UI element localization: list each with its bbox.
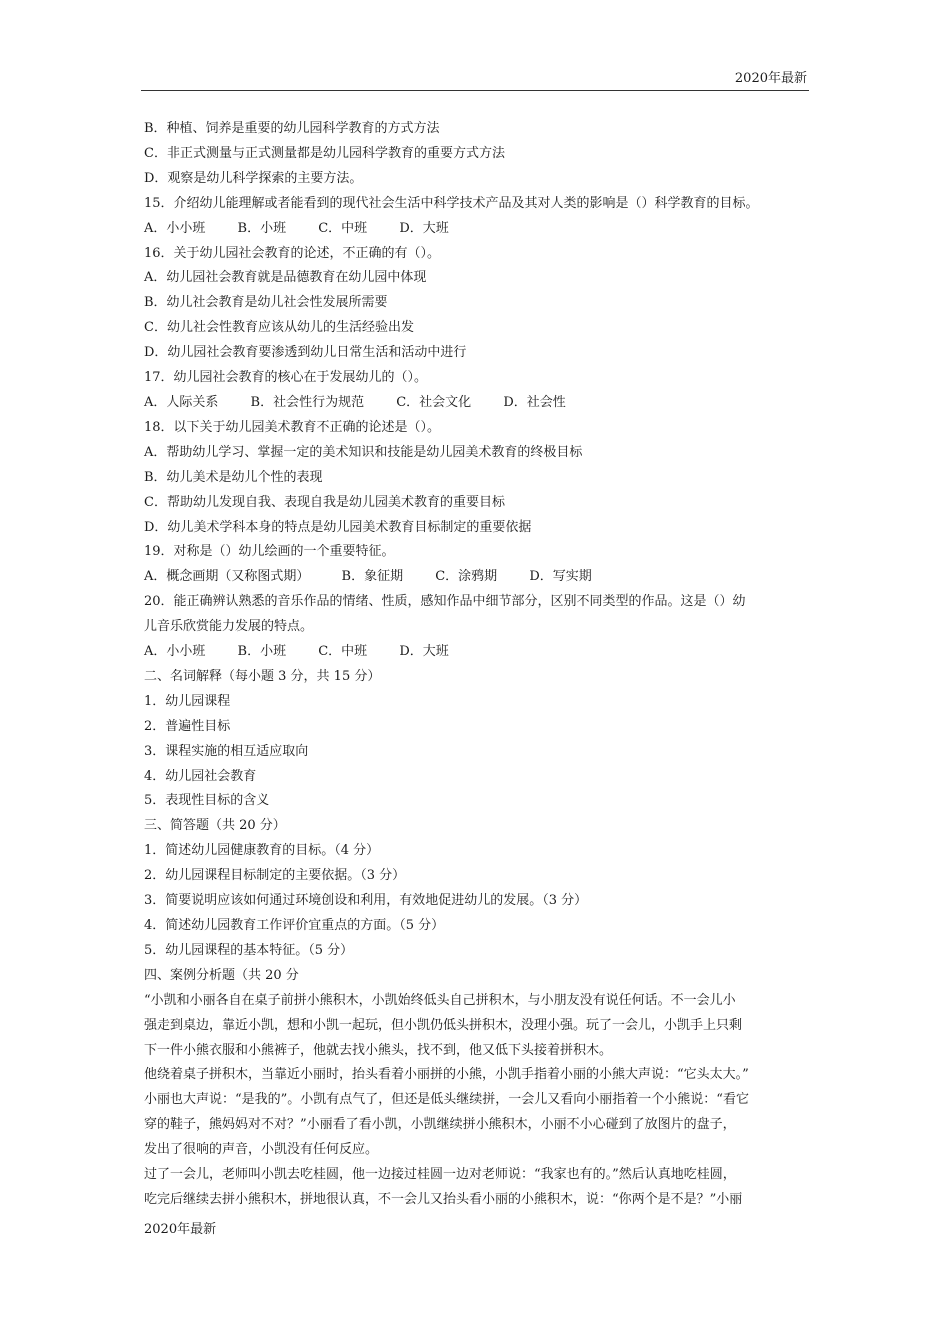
case-para-3-line-2: 吃完后继续去拼小熊积木，拼地很认真，不一会儿又抬头看小丽的小熊积木，说：“你两个是不是？”小丽: [144, 1191, 743, 1207]
q15-option-b: B．小班: [237, 220, 287, 236]
q17-options: [144, 391, 810, 416]
q16-stem: 16．关于幼儿园社会教育的论述，不正确的有（）。: [144, 245, 441, 261]
document-body: [144, 117, 810, 1213]
q17-option-a: A．人际关系: [144, 394, 219, 410]
section-3-item-5: 5．幼儿园课程的基本特征。（5 分）: [144, 942, 354, 958]
q20-stem-line-2: 儿音乐欣赏能力发展的特点。: [144, 619, 314, 635]
case-para-1-line-2: 强走到桌边，靠近小凯，想和小凯一起玩，但小凯仍低头拼积木，没理小强。玩了一会儿，小凯手上只剩: [144, 1017, 743, 1033]
header-text: 2020年最新: [734, 71, 807, 86]
section-2-item-3: 3．课程实施的相互适应取向: [144, 743, 309, 759]
q15-option-c: C．中班: [318, 220, 368, 236]
q19-option-c: C．涂鸦期: [435, 569, 498, 585]
case-para-1-line-1: “小凯和小丽各自在桌子前拼小熊积木，小凯始终低头自己拼积木，与小朋友没有说任何话。不一会儿小: [144, 992, 736, 1008]
q16-option-d: D．幼儿园社会教育要渗透到幼儿日常生活和活动中进行: [144, 345, 467, 361]
q18-option-c: C．帮助幼儿发现自我、表现自我是幼儿园美术教育的重要目标: [144, 494, 505, 510]
section-2-item-1: 1．幼儿园课程: [144, 693, 231, 709]
q20-option-b: B．小班: [237, 644, 287, 660]
q17-option-d: D．社会性: [503, 394, 566, 410]
q15-option-a: A．小小班: [144, 220, 206, 236]
q18-option-d: D．幼儿美术学科本身的特点是幼儿园美术教育目标制定的重要依据: [144, 519, 532, 535]
case-para-3-line-1: 过了一会儿，老师叫小凯去吃桂圆，他一边接过桂圆一边对老师说：“我家也有的。”然后认真地吃桂圆，: [144, 1167, 736, 1183]
section-2-title: 二、名词解释（每小题 3 分，共 15 分）: [144, 668, 381, 684]
section-2-item-5: 5．表现性目标的含义: [144, 793, 270, 809]
q17-stem: 17．幼儿园社会教育的核心在于发展幼儿的（）。: [144, 370, 428, 386]
q17-option-c: C．社会文化: [396, 394, 472, 410]
q18-option-a: A．帮助幼儿学习、掌握一定的美术知识和技能是幼儿园美术教育的终极目标: [144, 444, 583, 460]
case-para-2-line-1: 他绕着桌子拼积木，当靠近小丽时，抬头看着小丽拼的小熊，小凯手指着小丽的小熊大声说：“它头太大。”: [144, 1067, 749, 1083]
q20-option-c: C．中班: [318, 644, 368, 660]
section-3-item-2: 2．幼儿园课程目标制定的主要依据。（3 分）: [144, 868, 406, 884]
q14-option-c: C．非正式测量与正式测量都是幼儿园科学教育的重要方式方法: [144, 145, 505, 161]
case-para-2-line-4: 发出了很响的声音，小凯没有任何反应。: [144, 1142, 379, 1158]
q16-option-b: B．幼儿社会教育是幼儿社会性发展所需要: [144, 295, 388, 311]
section-2-item-2: 2．普遍性目标: [144, 718, 231, 734]
q19-option-b: B．象征期: [341, 569, 404, 585]
q14-option-b: B．种植、饲养是重要的幼儿园科学教育的方式方法: [144, 121, 440, 136]
case-para-1-line-3: 下一件小熊衣服和小熊裤子，他就去找小熊头，找不到，他又低下头接着拼积木。: [144, 1042, 613, 1058]
q14-option-d: D．观察是幼儿科学探索的主要方法。: [144, 170, 363, 186]
section-3-item-1: 1．简述幼儿园健康教育的目标。（4 分）: [144, 843, 380, 859]
q20-stem-line-1: 20．能正确辨认熟悉的音乐作品的情绪、性质，感知作品中细节部分，区别不同类型的作品。这是（）幼: [144, 594, 746, 610]
q20-option-a: A．小小班: [144, 644, 206, 660]
q20-options: [144, 640, 810, 665]
q15-stem: 15．介绍幼儿能理解或者能看到的现代社会生活中科学技术产品及其对人类的影响是（）科学教育的目标。: [144, 195, 759, 211]
section-2-item-4: 4．幼儿园社会教育: [144, 768, 257, 784]
q19-option-d: D．写实期: [529, 569, 592, 585]
page-footer: 2020年最新: [144, 1222, 217, 1237]
q16-option-c: C．幼儿社会性教育应该从幼儿的生活经验出发: [144, 320, 414, 336]
q18-option-b: B．幼儿美术是幼儿个性的表现: [144, 469, 323, 485]
section-3-item-3: 3．简要说明应该如何通过环境创设和利用，有效地促进幼儿的发展。（3 分）: [144, 893, 588, 909]
q15-option-d: D．大班: [399, 220, 449, 236]
header-rule: [141, 90, 809, 91]
q18-stem: 18．以下关于幼儿园美术教育不正确的论述是（）。: [144, 419, 441, 435]
q19-options: [144, 565, 810, 590]
case-para-2-line-2: 小丽也大声说：“是我的”。小凯有点气了，但还是低头继续拼，一会儿又看向小丽指着一个小熊说：“看它: [144, 1092, 749, 1108]
q19-stem: 19．对称是（）幼儿绘画的一个重要特征。: [144, 544, 395, 560]
q15-options: [144, 217, 810, 242]
q17-option-b: B．社会性行为规范: [250, 394, 365, 410]
section-3-item-4: 4．简述幼儿园教育工作评价宜重点的方面。（5 分）: [144, 918, 445, 933]
q19-option-a: A．概念画期（又称图式期）: [144, 569, 310, 585]
section-4-title: 四、案例分析题（共 20 分: [144, 967, 299, 983]
section-3-title: 三、简答题（共 20 分）: [144, 818, 286, 834]
q20-option-d: D．大班: [399, 644, 449, 660]
q16-option-a: A．幼儿园社会教育就是品德教育在幼儿园中体现: [144, 270, 427, 286]
case-para-2-line-3: 穿的鞋子，熊妈妈对不对？”小丽看了看小凯，小凯继续拼小熊积木，小丽不小心碰到了放图片的盘子，: [144, 1117, 736, 1133]
